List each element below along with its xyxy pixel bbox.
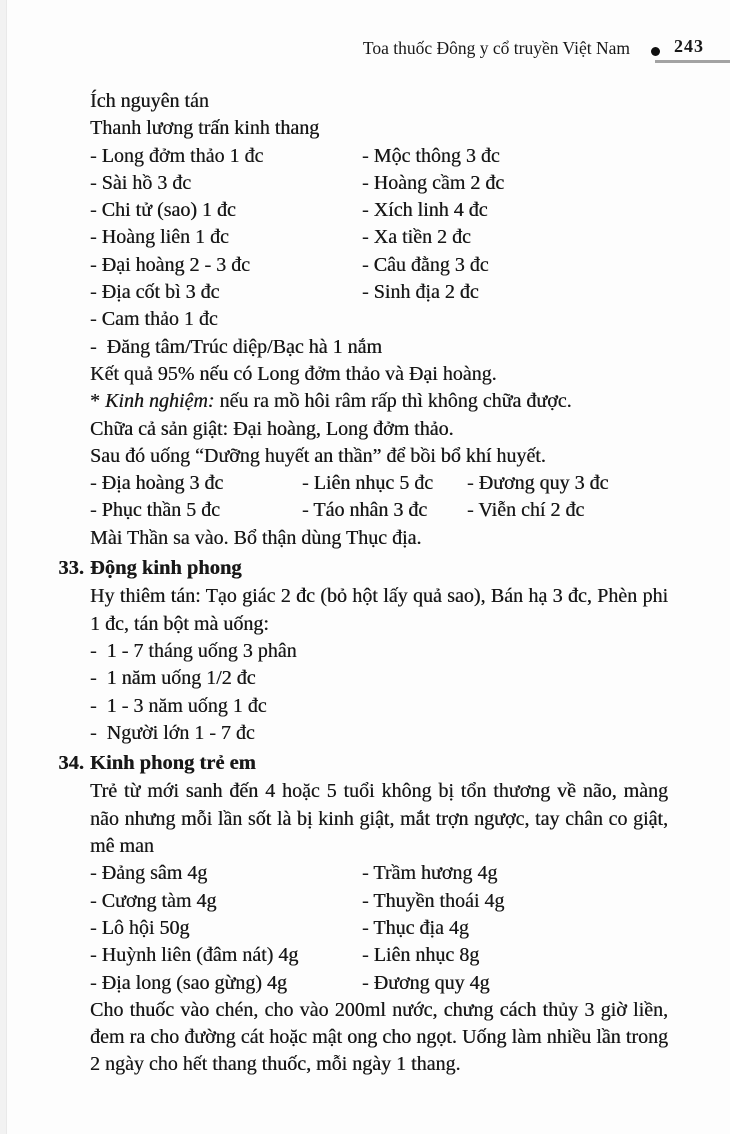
- ingredient: - Cam thảo 1 đc: [90, 308, 218, 331]
- dosage-item: - Người lớn 1 - 7 đc: [90, 721, 255, 744]
- section-number: 33.: [58, 557, 84, 580]
- experience-label: Kinh nghiệm:: [105, 390, 215, 413]
- experience-text: nếu ra mồ hôi râm rấp thì không chữa được.: [214, 390, 572, 413]
- section-33-paragraph: Hy thiêm tán: Tạo giác 2 đc (bỏ hột lấy quả sao), Bán hạ 3 đc, Phèn phi 1 đc, tán bột mà uống:: [90, 585, 668, 635]
- ingredient: - Trầm hương 4g: [362, 862, 498, 885]
- ingredient-row: [90, 279, 668, 306]
- ingredient: - Câu đằng 3 đc: [362, 253, 489, 276]
- ingredient-row: [90, 224, 668, 251]
- experience-note: [90, 388, 668, 415]
- body-text: Sau đó uống “Dưỡng huyết an thần” để bồi bổ khí huyết.: [90, 444, 546, 467]
- page-body: [58, 88, 668, 1079]
- ingredient: - Liên nhục 8g: [362, 944, 480, 967]
- dosage-item: - 1 - 7 tháng uống 3 phân: [90, 639, 297, 662]
- body-text: Chữa cả sản giật: Đại hoàng, Long đởm thảo.: [90, 417, 454, 440]
- ingredient-row: [90, 942, 668, 969]
- ingredient: - Thục địa 4g: [362, 916, 469, 939]
- recipe-title: Thanh lương trấn kinh thang: [90, 117, 320, 140]
- dosage-item: - 1 - 3 năm uống 1 đc: [90, 694, 267, 717]
- ingredient: - Đương quy 3 đc: [467, 472, 609, 495]
- section-title: Động kinh phong: [90, 557, 242, 580]
- ingredient-row: [90, 170, 668, 197]
- ingredient: - Liên nhục 5 đc: [302, 472, 434, 495]
- ingredient: - Hoàng liên 1 đc: [90, 226, 229, 249]
- ingredient: - Long đởm thảo 1 đc: [90, 144, 264, 167]
- section-34-paragraph: Trẻ từ mới sanh đến 4 hoặc 5 tuổi không bị tổn thương về não, màng não nhưng mỗi lần sốt là bị kinh giật, mắt trợn ngược, tay chân co giật, mê man: [90, 780, 668, 858]
- ingredient: - Địa hoàng 3 đc: [90, 472, 224, 495]
- result-note: [90, 361, 668, 388]
- preparation-paragraph: Cho thuốc vào chén, cho vào 200ml nước, chưng cách thủy 3 giờ liền, đem ra cho đường cát hoặc mật ong cho ngọt. Uống làm nhiều lần trong 2 ngày cho hết thang thuốc, mỗi ngày 1 thang.: [90, 998, 668, 1076]
- body-text: Mài Thần sa vào. Bổ thận dùng Thục địa.: [90, 526, 422, 549]
- ingredient: - Phục thần 5 đc: [90, 499, 220, 522]
- section-33-heading: [58, 555, 668, 582]
- ingredient: - Đương quy 4g: [362, 971, 490, 994]
- ingredient: - Địa long (sao gừng) 4g: [90, 971, 287, 994]
- star-marker: *: [90, 390, 105, 413]
- header-bullet-icon: [651, 47, 660, 56]
- section-title: Kinh phong trẻ em: [90, 752, 256, 775]
- ingredient: - Hoàng cầm 2 đc: [362, 171, 505, 194]
- ingredient: - Lô hội 50g: [90, 916, 190, 939]
- ingredient: - Xích linh 4 đc: [362, 199, 488, 222]
- ingredient: - Viễn chí 2 đc: [467, 499, 585, 522]
- ingredient: - Sinh địa 2 đc: [362, 281, 479, 304]
- ingredient: - Địa cốt bì 3 đc: [90, 281, 220, 304]
- ingredient-row: [90, 888, 668, 915]
- result-text: Kết quả 95% nếu có Long đởm thảo và Đại hoàng.: [90, 362, 497, 385]
- ingredient-row: [90, 470, 668, 497]
- ingredient: - Táo nhân 3 đc: [302, 499, 428, 522]
- ingredient: - Đăng tâm/Trúc diệp/Bạc hà 1 nắm: [90, 335, 382, 358]
- ingredient-row: [90, 252, 668, 279]
- ingredient: - Chi tử (sao) 1 đc: [90, 199, 236, 222]
- ingredient: - Xa tiền 2 đc: [362, 226, 471, 249]
- header-rule: [655, 60, 730, 63]
- dosage-item: - 1 năm uống 1/2 đc: [90, 667, 256, 690]
- page-number: 243: [674, 36, 704, 56]
- running-header-title: Toa thuốc Đông y cổ truyền Việt Nam: [362, 38, 630, 58]
- ingredient-row: [90, 915, 668, 942]
- ingredient: - Đại hoàng 2 - 3 đc: [90, 253, 250, 276]
- ingredient: - Huỳnh liên (đâm nát) 4g: [90, 944, 299, 967]
- ingredient-row: [90, 970, 668, 997]
- ingredient-row: [90, 860, 668, 887]
- ingredient: - Sài hồ 3 đc: [90, 171, 192, 194]
- ingredient: - Đảng sâm 4g: [90, 862, 208, 885]
- ingredient: - Mộc thông 3 đc: [362, 144, 500, 167]
- section-34-heading: [58, 750, 668, 777]
- section-number: 34.: [58, 752, 84, 775]
- recipe-title: Ích nguyên tán: [90, 90, 209, 112]
- ingredient: - Cương tàm 4g: [90, 889, 217, 912]
- ingredient-row: [90, 197, 668, 224]
- scan-edge-shadow: [0, 0, 7, 1134]
- ingredient-row: [90, 497, 668, 524]
- ingredient-row: [90, 143, 668, 170]
- ingredient: - Thuyền thoái 4g: [362, 889, 505, 912]
